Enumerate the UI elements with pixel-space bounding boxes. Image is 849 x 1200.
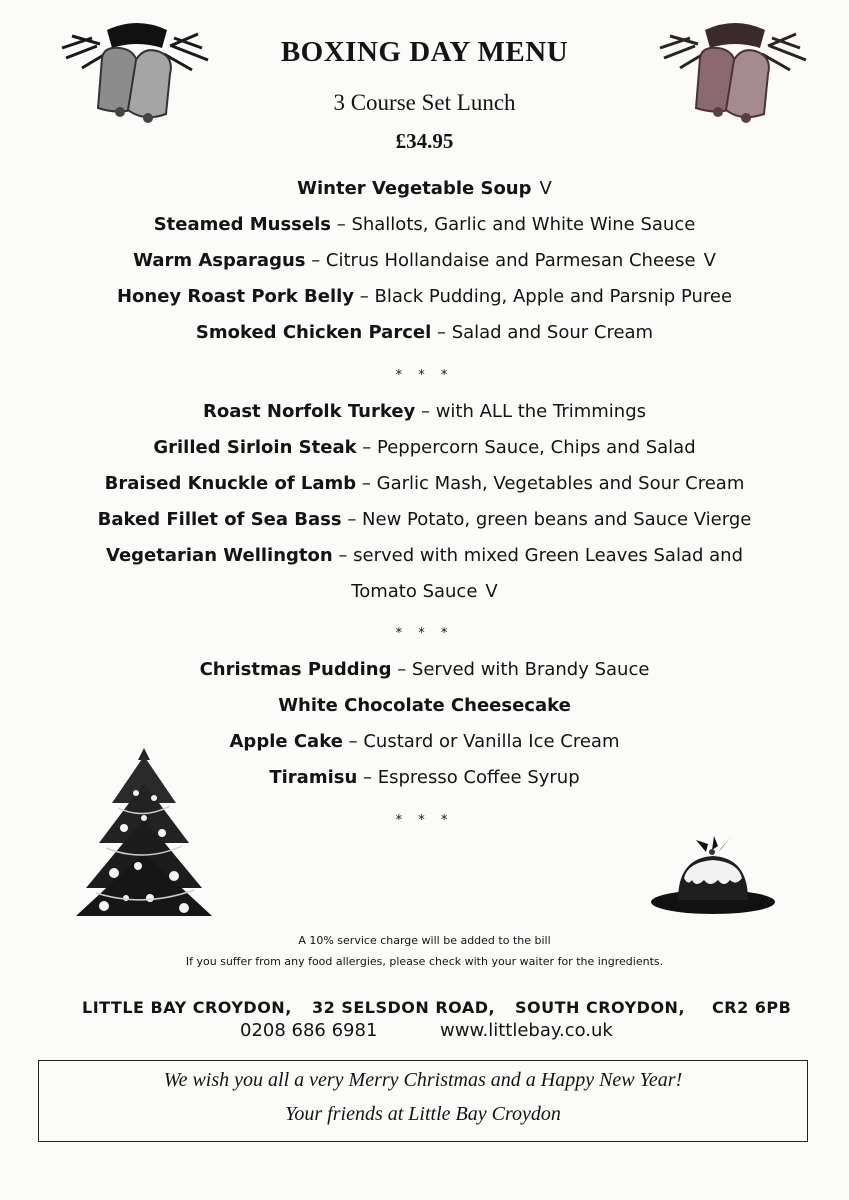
dish-description: – Custard or Vanilla Ice Cream xyxy=(342,731,620,752)
dish-description: – Garlic Mash, Vegetables and Sour Cream xyxy=(356,473,745,494)
dish-name: Grilled Sirloin Steak xyxy=(153,437,357,458)
dish-name: Apple Cake xyxy=(229,731,343,752)
menu-item-main xyxy=(0,545,849,566)
menu-item-starter xyxy=(0,322,849,343)
menu-subtitle: 3 Course Set Lunch xyxy=(333,90,516,115)
menu-item-starter xyxy=(0,178,849,199)
dish-description: – Citrus Hollandaise and Parmesan Cheese xyxy=(305,250,696,271)
dish-description: – Shallots, Garlic and White Wine Sauce xyxy=(331,214,696,235)
allergy-note: If you suffer from any food allergies, please check with your waiter for the ingredients. xyxy=(185,955,664,968)
phone-number: 0208 686 6981 xyxy=(240,1020,378,1041)
dish-description: Tomato Sauce xyxy=(351,581,478,602)
vegetarian-marker: V xyxy=(539,178,552,199)
dish-description: – Peppercorn Sauce, Chips and Salad xyxy=(356,437,696,458)
menu-item-main xyxy=(0,437,849,458)
course-separator: * * * xyxy=(395,626,454,641)
service-charge-note: A 10% service charge will be added to the bill xyxy=(298,934,551,947)
menu-title: BOXING DAY MENU xyxy=(280,36,569,68)
menu-item-starter xyxy=(0,250,849,271)
restaurant-name: LITTLE BAY CROYDON, xyxy=(82,998,292,1017)
greeting-line-2: Your friends at Little Bay Croydon xyxy=(285,1103,561,1125)
street-address: 32 SELSDON ROAD, xyxy=(312,998,496,1017)
postcode: CR2 6PB xyxy=(712,998,792,1017)
menu-item-dessert xyxy=(0,695,849,716)
dish-description: – Espresso Coffee Syrup xyxy=(357,767,580,788)
dish-name: Steamed Mussels xyxy=(153,214,331,235)
menu-item-dessert xyxy=(0,659,849,680)
dish-name: Smoked Chicken Parcel xyxy=(195,322,432,343)
menu-price: £34.95 xyxy=(395,129,454,153)
menu-item-starter xyxy=(0,214,849,235)
greeting-box xyxy=(38,1060,808,1142)
dish-name: Honey Roast Pork Belly xyxy=(116,286,355,307)
dish-name: Warm Asparagus xyxy=(133,250,306,271)
christmas-pudding-icon xyxy=(648,830,778,920)
dish-description: – New Potato, green beans and Sauce Vierge xyxy=(341,509,752,530)
dish-name: Christmas Pudding xyxy=(199,659,392,680)
menu-item-main xyxy=(0,401,849,422)
dish-description: – Served with Brandy Sauce xyxy=(391,659,650,680)
dish-name: Baked Fillet of Sea Bass xyxy=(97,509,342,530)
menu-item-main xyxy=(0,473,849,494)
dish-name: Winter Vegetable Soup xyxy=(297,178,532,199)
website-link[interactable]: www.littlebay.co.uk xyxy=(440,1020,613,1041)
course-separator: * * * xyxy=(395,813,454,828)
dish-description: – with ALL the Trimmings xyxy=(415,401,647,422)
course-separator: * * * xyxy=(395,368,454,383)
dish-description: – served with mixed Green Leaves Salad and xyxy=(332,545,743,566)
menu-item-main xyxy=(0,509,849,530)
vegetarian-marker: V xyxy=(703,250,716,271)
greeting-line-1: We wish you all a very Merry Christmas and a Happy New Year! xyxy=(163,1069,683,1091)
dish-description: – Black Pudding, Apple and Parsnip Puree xyxy=(354,286,733,307)
vegetarian-marker: V xyxy=(485,581,498,602)
menu-item-starter xyxy=(0,286,849,307)
town: SOUTH CROYDON, xyxy=(515,998,686,1017)
dish-name: Roast Norfolk Turkey xyxy=(202,401,416,422)
dish-name: Vegetarian Wellington xyxy=(106,545,333,566)
dish-name: White Chocolate Cheesecake xyxy=(278,695,571,716)
dish-name: Braised Knuckle of Lamb xyxy=(104,473,357,494)
christmas-tree-icon xyxy=(74,748,214,923)
menu-item-main-continued xyxy=(0,581,849,602)
dish-name: Tiramisu xyxy=(269,767,358,788)
dish-description: – Salad and Sour Cream xyxy=(431,322,654,343)
